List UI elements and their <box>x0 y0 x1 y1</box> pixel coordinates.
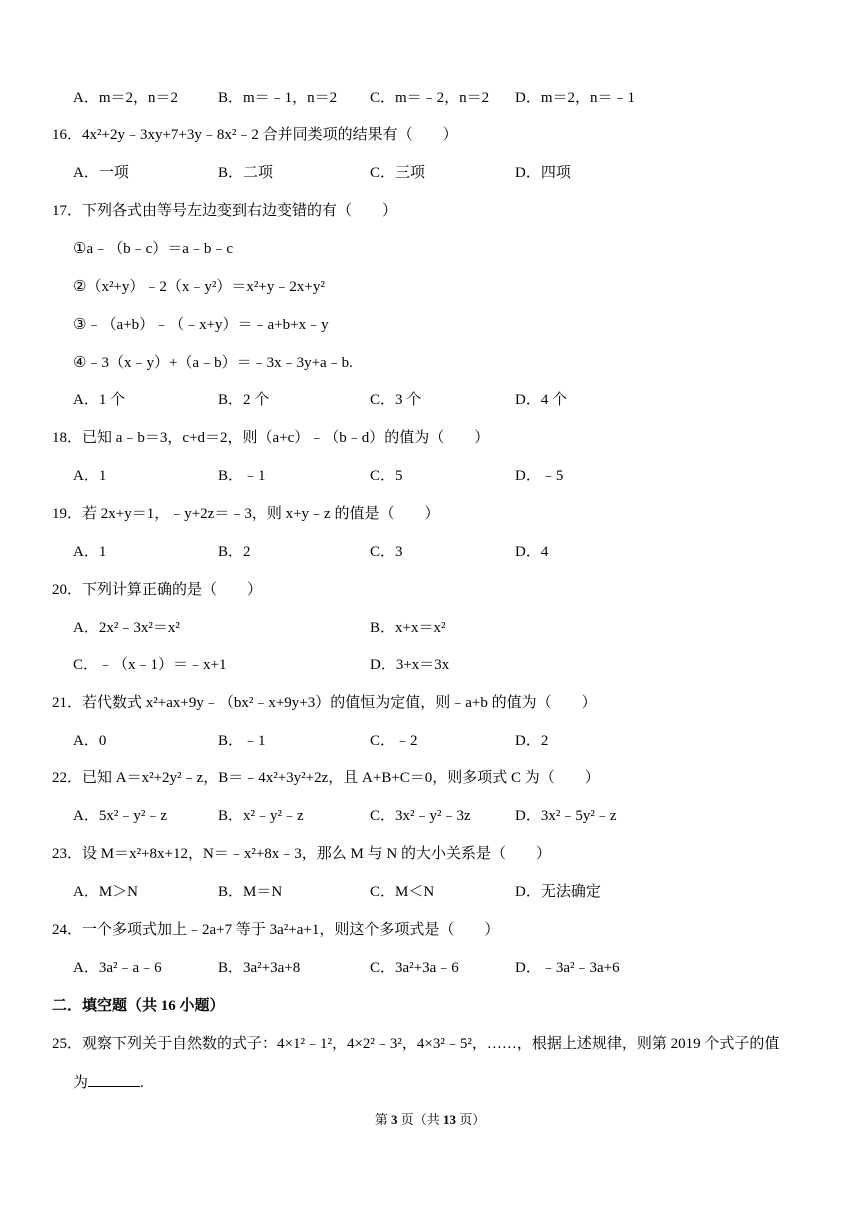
q21-stem: 21．若代数式 x²+ax+9y﹣（bx²﹣x+9y+3）的值恒为定值，则﹣a+b 的值为（ ） <box>52 695 597 711</box>
q21-option-c: C．﹣2 <box>370 733 418 749</box>
q24-option-c: C．3a²+3a﹣6 <box>370 960 459 976</box>
q25-answer-blank[interactable] <box>88 1072 140 1087</box>
q16-option-a: A．一项 <box>73 165 129 181</box>
q25-stem: 25．观察下列关于自然数的式子：4×1²﹣1²，4×2²﹣3²，4×3²﹣5²，……，根据上述规律，则第 2019 个式子的值 <box>52 1036 780 1052</box>
q25-cont-text: 为 <box>73 1075 89 1091</box>
q24-option-a: A．3a²﹣a﹣6 <box>73 960 162 976</box>
q17-stem: 17．下列各式由等号左边变到右边变错的有（ ） <box>52 203 398 219</box>
q21-option-a: A．0 <box>73 733 107 749</box>
q18-option-b: B．﹣1 <box>218 468 266 484</box>
q20-option-c: C．﹣（x﹣1）＝﹣x+1 <box>73 657 227 673</box>
q15-option-c: C．m＝﹣2，n＝2 <box>370 90 490 106</box>
q17-option-c: C．3 个 <box>370 392 422 408</box>
footer-page-number: 3 <box>390 1112 398 1127</box>
q16-stem: 16．4x²+2y﹣3xy+7+3y﹣8x²﹣2 合并同类项的结果有（ ） <box>52 127 458 143</box>
q15-option-a: A．m＝2，n＝2 <box>73 90 179 106</box>
page-footer <box>0 1111 860 1129</box>
q19-stem: 19．若 2x+y＝1，﹣y+2z＝﹣3，则 x+y﹣z 的值是（ ） <box>52 506 440 522</box>
q17-item-3: ③﹣（a+b）﹣（﹣x+y）＝﹣a+b+x﹣y <box>73 317 329 333</box>
q23-option-a: A．M＞N <box>73 884 139 900</box>
q18-option-d: D．﹣5 <box>515 468 564 484</box>
q22-option-c: C．3x²﹣y²﹣3z <box>370 808 471 824</box>
q16-option-c: C．三项 <box>370 165 426 181</box>
q17-option-d: D．4 个 <box>515 392 568 408</box>
q17-option-a: A．1 个 <box>73 392 126 408</box>
q20-option-b: B．x+x＝x² <box>370 620 446 636</box>
q24-option-b: B．3a²+3a+8 <box>218 960 301 976</box>
q21-option-b: B．﹣1 <box>218 733 266 749</box>
section-title: 二．填空题（共 16 小题） <box>52 998 225 1014</box>
q17-item-1: ①a﹣（b﹣c）＝a﹣b﹣c <box>73 241 234 257</box>
q20-stem: 20．下列计算正确的是（ ） <box>52 582 263 598</box>
q19-option-b: B．2 <box>218 544 251 560</box>
q22-option-a: A．5x²﹣y²﹣z <box>73 808 167 824</box>
q25-continuation <box>73 1072 144 1093</box>
q23-option-d: D．无法确定 <box>515 884 601 900</box>
q19-option-d: D．4 <box>515 544 549 560</box>
footer-mid: 页（共 <box>397 1112 443 1127</box>
q23-option-c: C．M＜N <box>370 884 435 900</box>
q18-option-a: A．1 <box>73 468 107 484</box>
q17-item-2: ②（x²+y）﹣2（x﹣y²）＝x²+y﹣2x+y² <box>73 279 325 295</box>
q22-option-d: D．3x²﹣5y²﹣z <box>515 808 617 824</box>
q22-stem: 22．已知 A＝x²+2y²﹣z，B＝﹣4x²+3y²+2z，且 A+B+C＝0，则多项式 C 为（ ） <box>52 770 600 786</box>
q19-option-c: C．3 <box>370 544 403 560</box>
footer-total-pages: 13 <box>443 1112 456 1127</box>
q16-option-b: B．二项 <box>218 165 274 181</box>
q22-option-b: B．x²﹣y²﹣z <box>218 808 304 824</box>
q18-stem: 18．已知 a﹣b＝3，c+d＝2，则（a+c）﹣（b﹣d）的值为（ ） <box>52 430 490 446</box>
q25-end-text: . <box>140 1075 144 1091</box>
q19-option-a: A．1 <box>73 544 107 560</box>
q18-option-c: C．5 <box>370 468 403 484</box>
footer-pre: 第 <box>374 1112 391 1127</box>
q20-option-d: D．3+x＝3x <box>370 657 450 673</box>
q24-option-d: D．﹣3a²﹣3a+6 <box>515 960 620 976</box>
q16-option-d: D．四项 <box>515 165 571 181</box>
q21-option-d: D．2 <box>515 733 549 749</box>
q20-option-a: A．2x²﹣3x²＝x² <box>73 620 180 636</box>
q23-option-b: B．M＝N <box>218 884 283 900</box>
footer-post: 页） <box>456 1112 486 1127</box>
q15-option-d: D．m＝2，n＝﹣1 <box>515 90 636 106</box>
q15-option-b: B．m＝﹣1，n＝2 <box>218 90 338 106</box>
q17-option-b: B．2 个 <box>218 392 270 408</box>
q24-stem: 24．一个多项式加上﹣2a+7 等于 3a²+a+1，则这个多项式是（ ） <box>52 922 500 938</box>
q23-stem: 23．设 M＝x²+8x+12，N＝﹣x²+8x﹣3，那么 M 与 N 的大小关系是（ ） <box>52 846 551 862</box>
q17-item-4: ④﹣3（x﹣y）+（a﹣b）＝﹣3x﹣3y+a﹣b. <box>73 355 353 371</box>
